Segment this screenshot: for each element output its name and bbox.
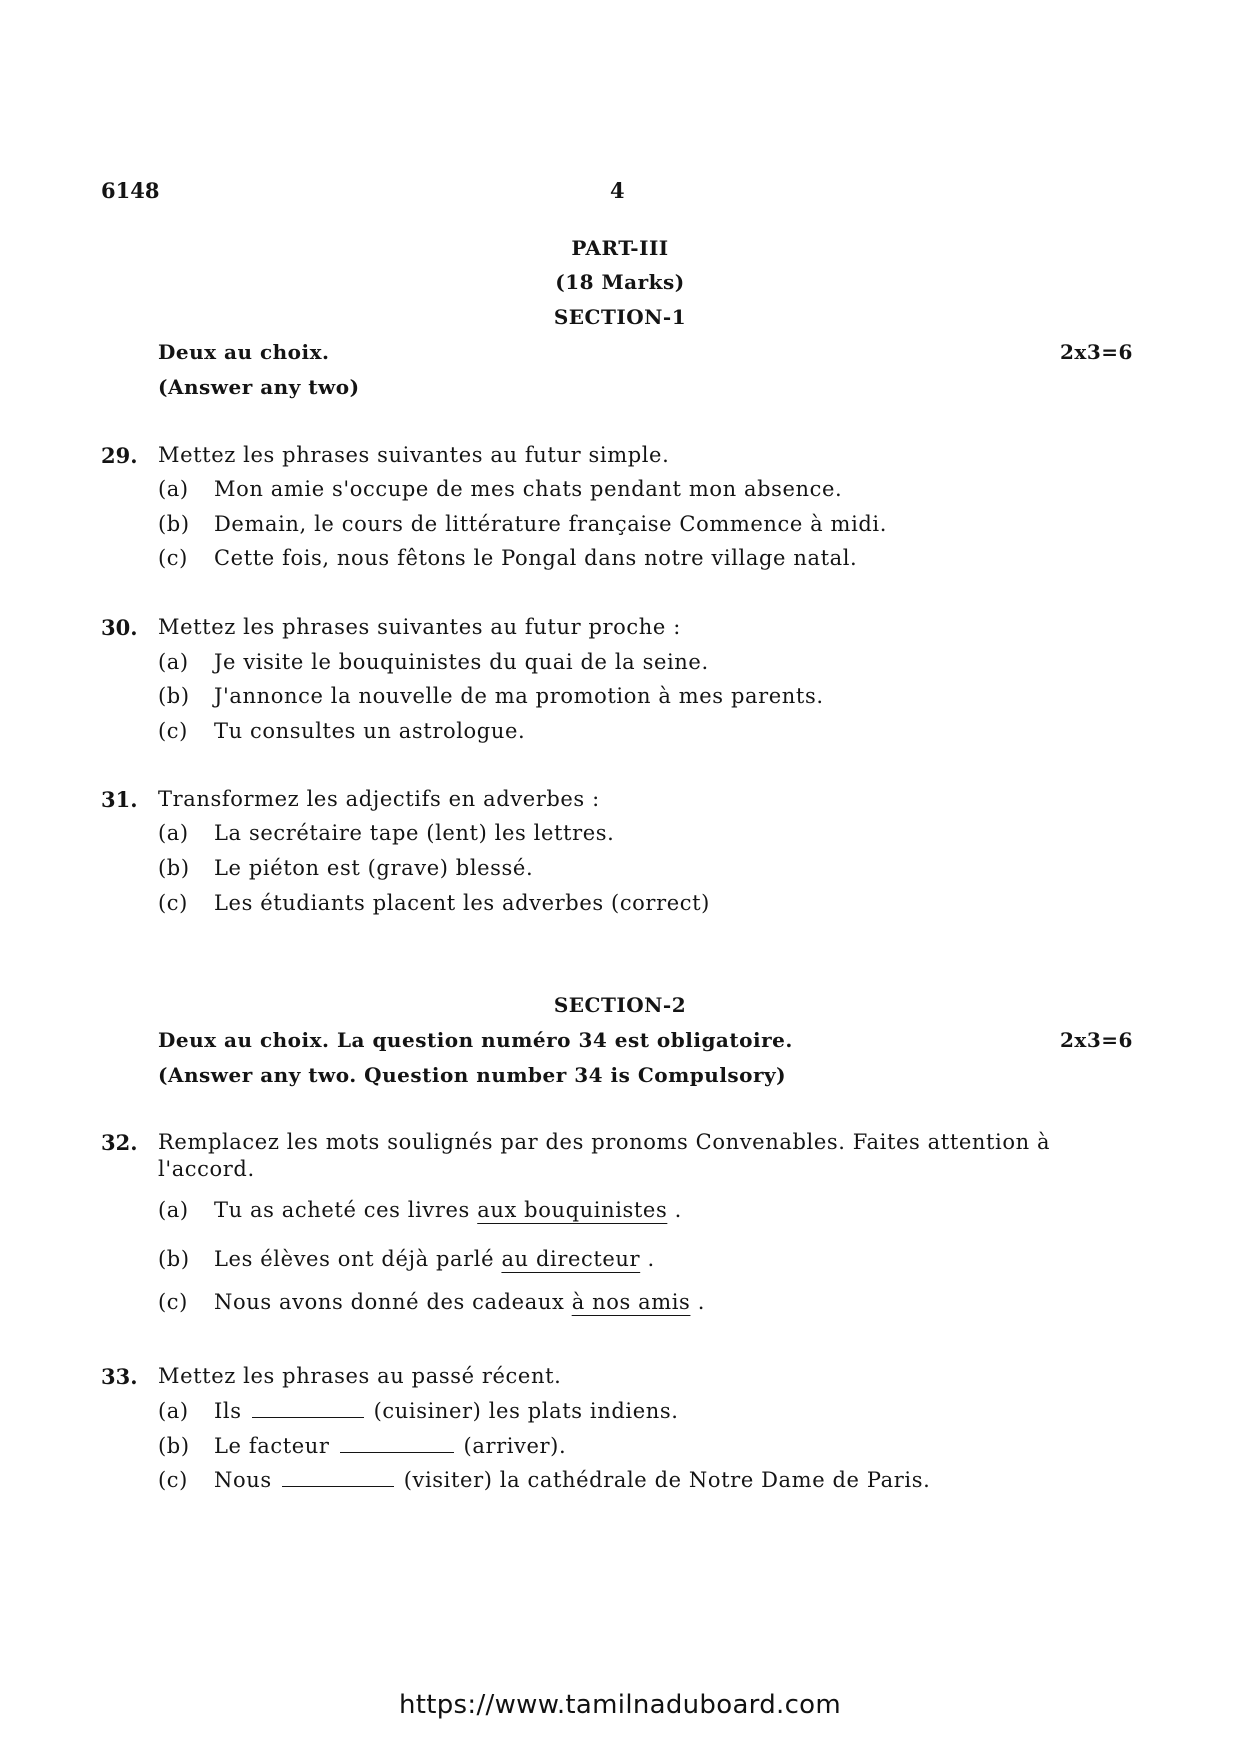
item-text: Mon amie s'occupe de mes chats pendant mon absence. <box>214 477 843 501</box>
item-label: (c) <box>158 891 188 915</box>
question-number: 30. <box>101 615 138 640</box>
section-1-marks: 2x3=6 <box>1060 340 1133 364</box>
answer-blank[interactable] <box>252 1401 364 1418</box>
item-text-after: (visiter) la cathédrale de Notre Dame de Paris. <box>403 1468 931 1492</box>
item-text-before: Nous avons donné des cadeaux <box>214 1290 565 1314</box>
item-sentence <box>214 1468 930 1492</box>
underlined-phrase: au directeur <box>501 1247 641 1271</box>
item-label: (a) <box>158 650 189 674</box>
answer-blank[interactable] <box>282 1470 394 1487</box>
item-text-after: (cuisiner) les plats indiens. <box>373 1399 679 1423</box>
item-text-before: Les élèves ont déjà parlé <box>214 1247 495 1271</box>
section-2-title: SECTION-2 <box>553 993 687 1017</box>
question-number: 32. <box>101 1130 138 1155</box>
item-label: (c) <box>158 719 188 743</box>
item-label: (c) <box>158 1468 188 1492</box>
question-prompt: Mettez les phrases suivantes au futur proche : <box>158 615 681 639</box>
section-1-title: SECTION-1 <box>553 305 687 329</box>
item-text: Tu consultes un astrologue. <box>214 719 526 743</box>
item-label: (c) <box>158 546 188 570</box>
page-number: 4 <box>610 178 625 203</box>
item-text-after: (arriver). <box>463 1434 567 1458</box>
paper-code: 6148 <box>101 178 160 203</box>
item-label: (b) <box>158 512 190 536</box>
item-text-after: . <box>647 1247 655 1271</box>
item-label: (a) <box>158 477 189 501</box>
item-label: (a) <box>158 1198 189 1222</box>
section-2-instruction-fr: Deux au choix. La question numéro 34 est obligatoire. <box>158 1028 793 1052</box>
item-sentence <box>214 1434 566 1458</box>
item-label: (c) <box>158 1290 188 1314</box>
item-text-before: Ils <box>214 1399 242 1423</box>
question-prompt: Remplacez les mots soulignés par des pronoms Convenables. Faites attention à <box>158 1130 1051 1154</box>
item-text: J'annonce la nouvelle de ma promotion à mes parents. <box>214 684 824 708</box>
item-label: (a) <box>158 821 189 845</box>
item-text-before: Tu as acheté ces livres <box>214 1198 470 1222</box>
item-text: Je visite le bouquinistes du quai de la seine. <box>214 650 709 674</box>
underlined-phrase: à nos amis <box>571 1290 691 1314</box>
item-text: La secrétaire tape (lent) les lettres. <box>214 821 615 845</box>
item-label: (b) <box>158 1247 190 1271</box>
item-label: (b) <box>158 684 190 708</box>
part-title: PART-III <box>571 236 669 260</box>
item-sentence <box>214 1399 679 1423</box>
item-text: Le piéton est (grave) blessé. <box>214 856 534 880</box>
question-prompt-continued: l'accord. <box>158 1157 255 1181</box>
item-text-before: Nous <box>214 1468 272 1492</box>
item-label: (a) <box>158 1399 189 1423</box>
section-1-instruction-en: (Answer any two) <box>158 375 360 399</box>
section-1-instruction-fr: Deux au choix. <box>158 340 330 364</box>
item-sentence <box>214 1247 655 1271</box>
item-text: Demain, le cours de littérature française Commence à midi. <box>214 512 888 536</box>
question-prompt: Mettez les phrases au passé récent. <box>158 1364 562 1388</box>
question-number: 31. <box>101 787 138 812</box>
question-number: 33. <box>101 1364 138 1389</box>
question-number: 29. <box>101 443 138 468</box>
item-text-after: . <box>674 1198 682 1222</box>
item-label: (b) <box>158 1434 190 1458</box>
question-prompt: Mettez les phrases suivantes au futur simple. <box>158 443 670 467</box>
item-text-before: Le facteur <box>214 1434 330 1458</box>
item-sentence <box>214 1198 682 1222</box>
item-text: Les étudiants placent les adverbes (correct) <box>214 891 710 915</box>
item-sentence <box>214 1290 705 1314</box>
item-text-after: . <box>697 1290 705 1314</box>
underlined-phrase: aux bouquinistes <box>477 1198 668 1222</box>
answer-blank[interactable] <box>340 1436 454 1453</box>
part-marks: (18 Marks) <box>555 270 685 294</box>
item-text: Cette fois, nous fêtons le Pongal dans notre village natal. <box>214 546 858 570</box>
section-2-instruction-en: (Answer any two. Question number 34 is Compulsory) <box>158 1063 787 1087</box>
question-prompt: Transformez les adjectifs en adverbes : <box>158 787 600 811</box>
section-2-marks: 2x3=6 <box>1060 1028 1133 1052</box>
footer-url[interactable]: https://www.tamilnaduboard.com <box>398 1690 842 1720</box>
item-label: (b) <box>158 856 190 880</box>
